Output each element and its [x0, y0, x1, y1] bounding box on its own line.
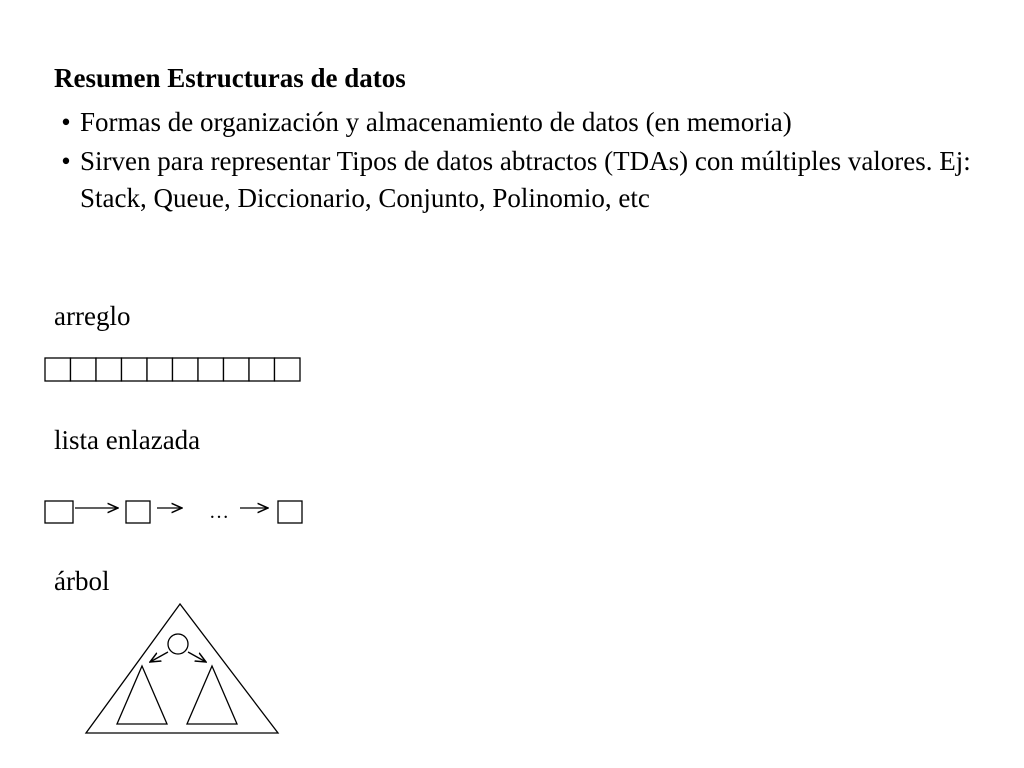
- array-cell: [45, 358, 71, 381]
- left-subtree: [117, 666, 167, 724]
- bullet-list: [54, 104, 994, 217]
- array-cell: [71, 358, 97, 381]
- tree-root-node: [168, 634, 188, 654]
- slide-title: Resumen Estructuras de datos: [54, 63, 406, 93]
- bullet-item: [54, 104, 994, 141]
- right-subtree: [187, 666, 237, 724]
- array-diagram: [45, 358, 300, 381]
- tree-diagram: [86, 604, 278, 733]
- tree-right-arrow: [188, 652, 206, 662]
- array-cell: [249, 358, 275, 381]
- tree-outline: [86, 604, 278, 733]
- array-cell: [147, 358, 173, 381]
- bullet-text: Formas de organización y almacenamiento de datos (en memoria): [80, 107, 792, 137]
- bullet-marker: •: [61, 107, 71, 137]
- linked-list-label: lista enlazada: [54, 425, 201, 455]
- bullet-item: [54, 143, 994, 217]
- bullet-marker: •: [61, 146, 71, 176]
- linked-list-diagram: [45, 501, 302, 523]
- tree-label: árbol: [54, 566, 110, 596]
- list-node: [45, 501, 73, 523]
- list-ellipsis: …: [209, 501, 229, 523]
- tree-left-arrow: [150, 652, 168, 662]
- array-label: arreglo: [54, 301, 131, 331]
- array-cell: [122, 358, 148, 381]
- list-node: [126, 501, 150, 523]
- array-cell: [173, 358, 199, 381]
- list-node: [278, 501, 302, 523]
- array-cell: [224, 358, 250, 381]
- array-cell: [198, 358, 224, 381]
- array-cell: [96, 358, 122, 381]
- array-cell: [275, 358, 301, 381]
- bullet-text: Sirven para representar Tipos de datos abtractos (TDAs) con múltiples valores. Ej: Stack, Queue, Diccionario, Conjunto, Polinomio, etc: [80, 146, 971, 213]
